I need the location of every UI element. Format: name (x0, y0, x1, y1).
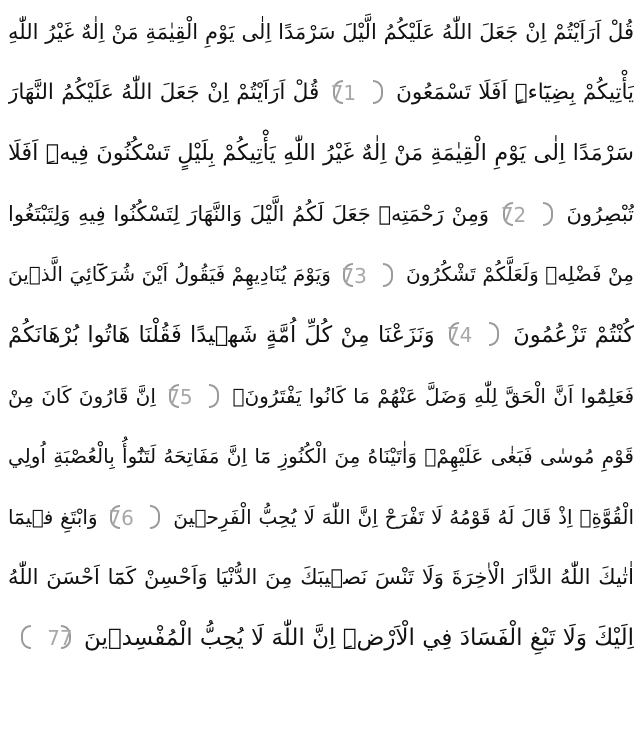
verse-text: اِلَيْكَ وَلَا تَبْغِ الْفَسَادَ فِي الْاَرْضِۜ اِنَّ اللّٰهَ لَا يُحِبُّ الْمُفْسِد۪ينَ (83, 624, 634, 651)
verse-number: 72 (500, 202, 527, 227)
verse-end-marker (447, 320, 501, 350)
verse-text: قَوْمِ مُوسٰى فَبَغٰى عَلَيْهِمْ۪ وَاٰتَيْنَاهُ مِنَ الْكُنُوزِ مَٓا اِنَّ مَفَاتِحَهُ لَتَنُٓوأُ بِالْعُصْبَةِ اُولِي (8, 444, 634, 469)
verse-number: 74 (446, 323, 473, 348)
text-line-7 (8, 366, 634, 427)
verse-number: 75 (167, 385, 193, 410)
verse-text: وَيَوْمَ يُنَادِيهِمْ فَيَقُولُ اَيْنَ شُرَكَٓائِيَ الَّذ۪ينَ (8, 262, 331, 287)
text-line-9 (8, 487, 634, 548)
verse-text: كُنْتُمْ تَزْعُمُونَ (513, 321, 634, 348)
verse-text: سَرْمَدًا اِلٰى يَوْمِ الْقِيٰمَةِ مَنْ اِلٰهٌ غَيْرُ اللّٰهِ يَأْتِيكُمْ بِلَيْلٍ تَسْكُنُونَ فِيهِۜ اَفَلَا (8, 140, 634, 167)
verse-end-marker (331, 78, 385, 108)
verse-text: يَأْتِيكُمْ بِضِيَٓاءٍۜ اَفَلَا تَسْمَعُونَ (396, 79, 634, 105)
verse-number: 76 (108, 506, 134, 531)
text-line-5 (8, 244, 634, 305)
verse-number: 77 (47, 626, 73, 651)
verse-text: وَمِنْ رَحْمَتِه۪ جَعَلَ لَكُمُ الَّيْلَ وَالنَّهَارَ لِتَسْكُنُوا فِيهِ وَلِتَبْتَغُوا (8, 201, 490, 226)
text-line-2 (8, 63, 634, 124)
verse-end-marker (341, 261, 395, 291)
verse-end-marker (108, 503, 162, 533)
verse-text: فَعَلِمُٓوا اَنَّ الْحَقَّ لِلّٰهِ وَضَلَّ عَنْهُمْ مَا كَانُوا يَفْتَرُونَ۟ (232, 383, 634, 408)
verse-number: 71 (330, 80, 357, 105)
verse-text: قُلْ اَرَاَيْتُمْ اِنْ جَعَلَ اللّٰهُ عَلَيْكُمُ الَّيْلَ سَرْمَدًا اِلٰى يَوْمِ الْقِيٰمَةِ مَنْ اِلٰهٌ غَيْرُ اللّٰهِ (8, 20, 634, 44)
verse-text: تُبْصِرُونَ (566, 201, 634, 226)
verse-end-marker (501, 200, 555, 230)
verse-text: مِنْ فَضْلِه۪ وَلَعَلَّكُمْ تَشْكُرُونَ (405, 262, 634, 287)
verse-text: قُلْ اَرَاَيْتُمْ اِنْ جَعَلَ اللّٰهُ عَلَيْكُمُ النَّهَارَ (8, 79, 320, 105)
text-line-11 (8, 608, 634, 669)
text-line-8 (8, 426, 634, 487)
text-line-4 (8, 184, 634, 245)
verse-end-marker (19, 623, 73, 653)
verse-text: اِنَّ قَارُونَ كَانَ مِنْ (8, 383, 156, 408)
text-line-3 (8, 123, 634, 184)
verse-text: وَنَزَعْنَا مِنْ كُلِّ اُمَّةٍ شَه۪يدًا فَقُلْنَا هَاتُوا بُرْهَانَكُمْ (8, 321, 435, 348)
verse-text: اٰتٰيكَ اللّٰهُ الدَّارَ الْاٰخِرَةَ وَلَا تَنْسَ نَص۪يبَكَ مِنَ الدُّنْيَا وَاَحْسِنْ كَمَٓا اَحْسَنَ اللّٰهُ (8, 565, 634, 590)
verse-text: الْقُوَّةِۗ اِذْ قَالَ لَهُ قَوْمُهُ لَا تَفْرَحْ اِنَّ اللّٰهَ لَا يُحِبُّ الْفَرِح۪ينَ (173, 504, 634, 529)
text-line-6 (8, 305, 634, 366)
verse-text: وَابْتَغِ ف۪يمَٓا (8, 504, 98, 529)
verse-end-marker (167, 382, 221, 412)
verse-number: 73 (341, 263, 367, 288)
text-line-1 (8, 2, 634, 63)
text-line-10 (8, 547, 634, 608)
